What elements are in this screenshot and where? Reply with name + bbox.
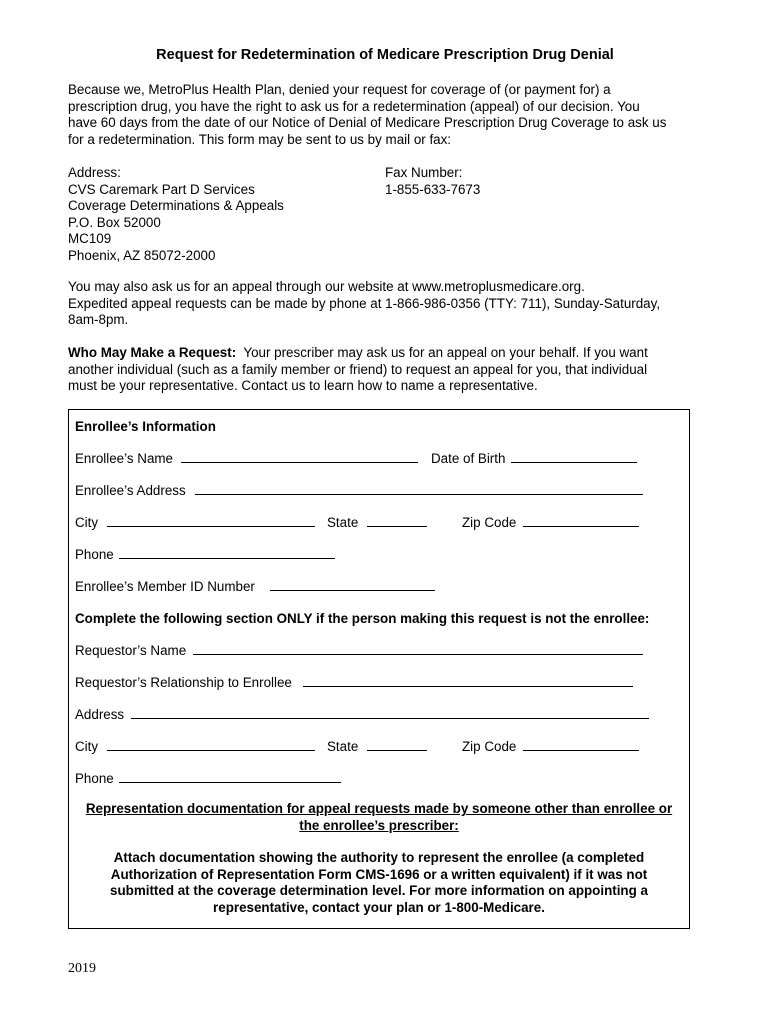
phone-field[interactable] — [119, 558, 335, 559]
address-line: Phoenix, AZ 85072-2000 — [68, 247, 216, 263]
attach-line: representative, contact your plan or 1-800-Medicare. — [213, 899, 545, 915]
phone-label: Phone — [75, 547, 114, 562]
intro-line: for a redetermination. This form may be sent to us by mail or fax: — [68, 131, 452, 147]
appeal-line: Expedited appeal requests can be made by phone at 1-866-986-0356 (TTY: 711), Sunday-Saturday, — [68, 295, 661, 311]
address-line: MC109 — [68, 231, 112, 246]
representation-heading-line: Representation documentation for appeal requests made by someone other than enrollee or — [85, 801, 673, 816]
requestor-note: Complete the following section ONLY if the person making this request is not the enrollee: — [75, 611, 650, 626]
who-heading: Who May Make a Request: — [68, 345, 237, 360]
requestor-address-label: Address — [75, 707, 125, 722]
requestor-zip-label: Zip Code — [462, 739, 517, 754]
appeal-info — [68, 279, 708, 329]
requestor-state-field[interactable] — [367, 750, 427, 751]
address-line: P.O. Box 52000 — [68, 214, 161, 230]
date-of-birth-label: Date of Birth — [431, 451, 506, 466]
enrollee-address-field[interactable] — [195, 494, 643, 495]
requestor-relationship-label: Requestor’s Relationship to Enrollee — [75, 675, 292, 690]
intro-paragraph — [68, 82, 708, 148]
date-of-birth-field[interactable] — [511, 462, 637, 463]
section-title: Enrollee’s Information — [75, 419, 216, 434]
address-line: Coverage Determinations & Appeals — [68, 198, 284, 213]
intro-line: Because we, MetroPlus Health Plan, denied your request for coverage of (or payment for) a — [68, 82, 611, 97]
requestor-relationship-field[interactable] — [303, 686, 633, 687]
city-field[interactable] — [107, 526, 315, 527]
intro-line: have 60 days from the date of our Notice of Denial of Medicare Prescription Drug Coverage to ask us — [68, 115, 667, 130]
who-line: another individual (such as a family member or friend) to request an appeal for you, that individual — [68, 361, 648, 377]
fax-label: Fax Number: — [385, 165, 463, 180]
attach-line: submitted at the coverage determination level. For more information on appointing a — [110, 883, 648, 898]
intro-line: prescription drug, you have the right to ask us for a redetermination (appeal) of our decision. You — [68, 98, 640, 114]
state-label: State — [327, 515, 359, 530]
page-title: Request for Redetermination of Medicare Prescription Drug Denial — [156, 47, 614, 63]
city-label: City — [75, 515, 99, 530]
address-line: CVS Caremark Part D Services — [68, 181, 255, 197]
requestor-city-field[interactable] — [107, 750, 315, 751]
zip-field[interactable] — [523, 526, 639, 527]
requestor-name-label: Requestor’s Name — [75, 643, 187, 658]
requestor-city-label: City — [75, 739, 99, 754]
fax-info — [385, 165, 480, 198]
mailing-address — [68, 165, 284, 264]
requestor-name-field[interactable] — [193, 654, 643, 655]
requestor-phone-field[interactable] — [119, 782, 341, 783]
zip-label: Zip Code — [462, 515, 517, 530]
attach-instructions — [70, 850, 688, 916]
attach-line: Attach documentation showing the authority to represent the enrollee (a completed — [113, 850, 645, 865]
member-id-field[interactable] — [270, 590, 435, 591]
attach-line: Authorization of Representation Form CMS-1696 or a written equivalent) if it was not — [110, 866, 648, 882]
enrollee-name-field[interactable] — [181, 462, 418, 463]
state-field[interactable] — [367, 526, 427, 527]
who-line: Your prescriber may ask us for an appeal on your behalf. If you want — [236, 345, 648, 360]
requestor-phone-label: Phone — [75, 771, 114, 786]
enrollee-name-label: Enrollee’s Name — [75, 451, 173, 466]
address-label: Address: — [68, 165, 121, 180]
requestor-state-label: State — [327, 739, 359, 754]
requestor-zip-field[interactable] — [523, 750, 639, 751]
appeal-line: You may also ask us for an appeal through our website at www.metroplusmedicare.org. — [68, 279, 585, 294]
enrollee-address-label: Enrollee’s Address — [75, 483, 186, 498]
who-line: must be your representative. Contact us to learn how to name a representative. — [68, 378, 538, 393]
representation-heading — [70, 801, 688, 834]
who-may-request — [68, 345, 708, 395]
footer-year: 2019 — [68, 961, 96, 976]
fax-number: 1-855-633-7673 — [385, 181, 481, 197]
appeal-line: 8am-8pm. — [68, 312, 129, 327]
requestor-address-field[interactable] — [131, 718, 649, 719]
member-id-label: Enrollee’s Member ID Number — [75, 579, 255, 594]
representation-heading-line: the enrollee’s prescriber: — [299, 817, 459, 833]
